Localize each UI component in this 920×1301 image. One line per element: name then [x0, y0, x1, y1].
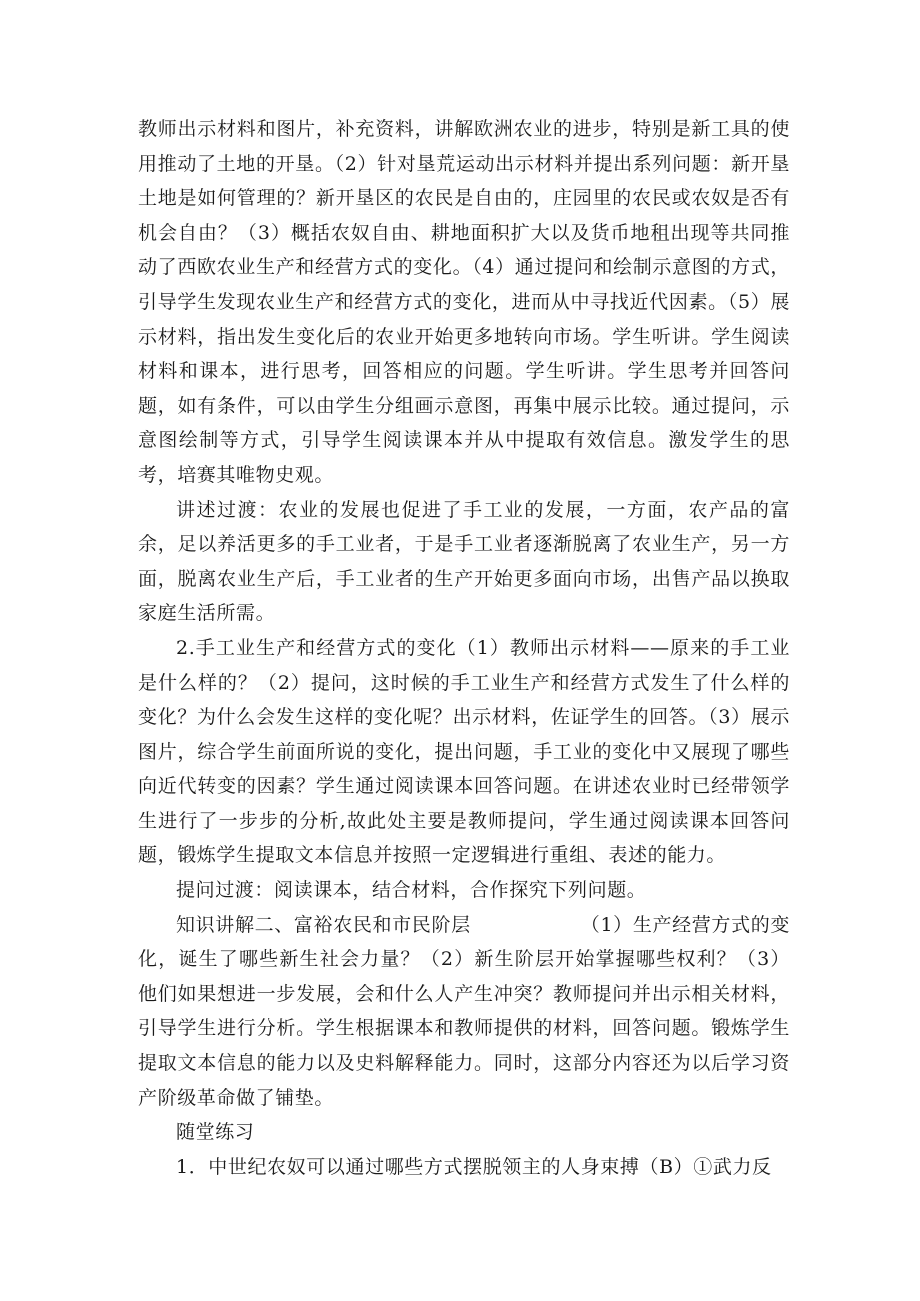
question-1: 1．中世纪农奴可以通过哪些方式摆脱领主的人身束搏（B）①武力反 — [176, 1155, 772, 1178]
knowledge-body: （1）生产经营方式的变化，诞生了哪些新生社会力量？（2）新生阶层开始掌握哪些权利？（3）他们如果想进一步发展，会和什么人产生冲突？教师提问并出示相关材料，引导学生进行分析。学生根据课本和教师提供的材料，回答问题。锻炼学生提取文本信息的能力以及史料解释能力。同时，这部分内容还为以后学习资产阶级革命做了铺垫。 — [138, 913, 790, 1109]
document-body — [138, 112, 790, 1184]
paragraph-teaching-agriculture: 教师出示材料和图片，补充资料，讲解欧洲农业的进步，特别是新工具的使用推动了土地的开垦。（2）针对垦荒运动出示材料并提出系列问题：新开垦土地是如何管理的？新开垦区的农民是自由的，庄园里的农民或农奴是否有机会自由？（3）概括农奴自由、耕地面积扩大以及货币地租出现等共同推动了西欧农业生产和经营方式的变化。（4）通过提问和绘制示意图的方式，引导学生发现农业生产和经营方式的变化，进而从中寻找近代因素。（5）展示材料，指出发生变化后的农业开始更多地转向市场。学生听讲。学生阅读材料和课本，进行思考，回答相应的问题。学生听讲。学生思考并回答问题，如有条件，可以由学生分组画示意图，再集中展示比较。通过提问，示意图绘制等方式，引导学生阅读课本并从中提取有效信息。激发学生的思考，培赛其唯物史观。 — [138, 118, 790, 486]
paragraph-knowledge-two — [138, 908, 790, 1116]
practice-heading: 随堂练习 — [176, 1121, 255, 1144]
knowledge-heading: 知识讲解二、富裕农民和市民阶层 — [176, 913, 471, 936]
paragraph-transition-narration: 讲述过渡：农业的发展也促进了手工业的发展，一方面，农产品的富余，足以养活更多的手工业者，于是手工业者逐渐脱离了农业生产，另一方面，脱离农业生产后，手工业者的生产开始更多面向市场，出售产品以换取家庭生活所需。 — [138, 498, 790, 625]
paragraph-question-transition: 提问过渡：阅读课本，结合材料，合作探究下列问题。 — [176, 879, 647, 902]
paragraph-handicraft-change: 2.手工业生产和经营方式的变化（1）教师出示材料——原来的手工业是什么样的？（2）提问，这时候的手工业生产和经营方式发生了什么样的变化？为什么会发生这样的变化呢？出示材料，佐证学生的回答。（3）展示图片，综合学生前面所说的变化，提出问题，手工业的变化中又展现了哪些向近代转变的因素？学生通过阅读课本回答问题。在讲述农业时已经带领学生进行了一步步的分析,故此处主要是教师提问，学生通过阅读课本回答问题，锻炼学生提取文本信息并按照一定逻辑进行重组、表述的能力。 — [138, 636, 790, 867]
